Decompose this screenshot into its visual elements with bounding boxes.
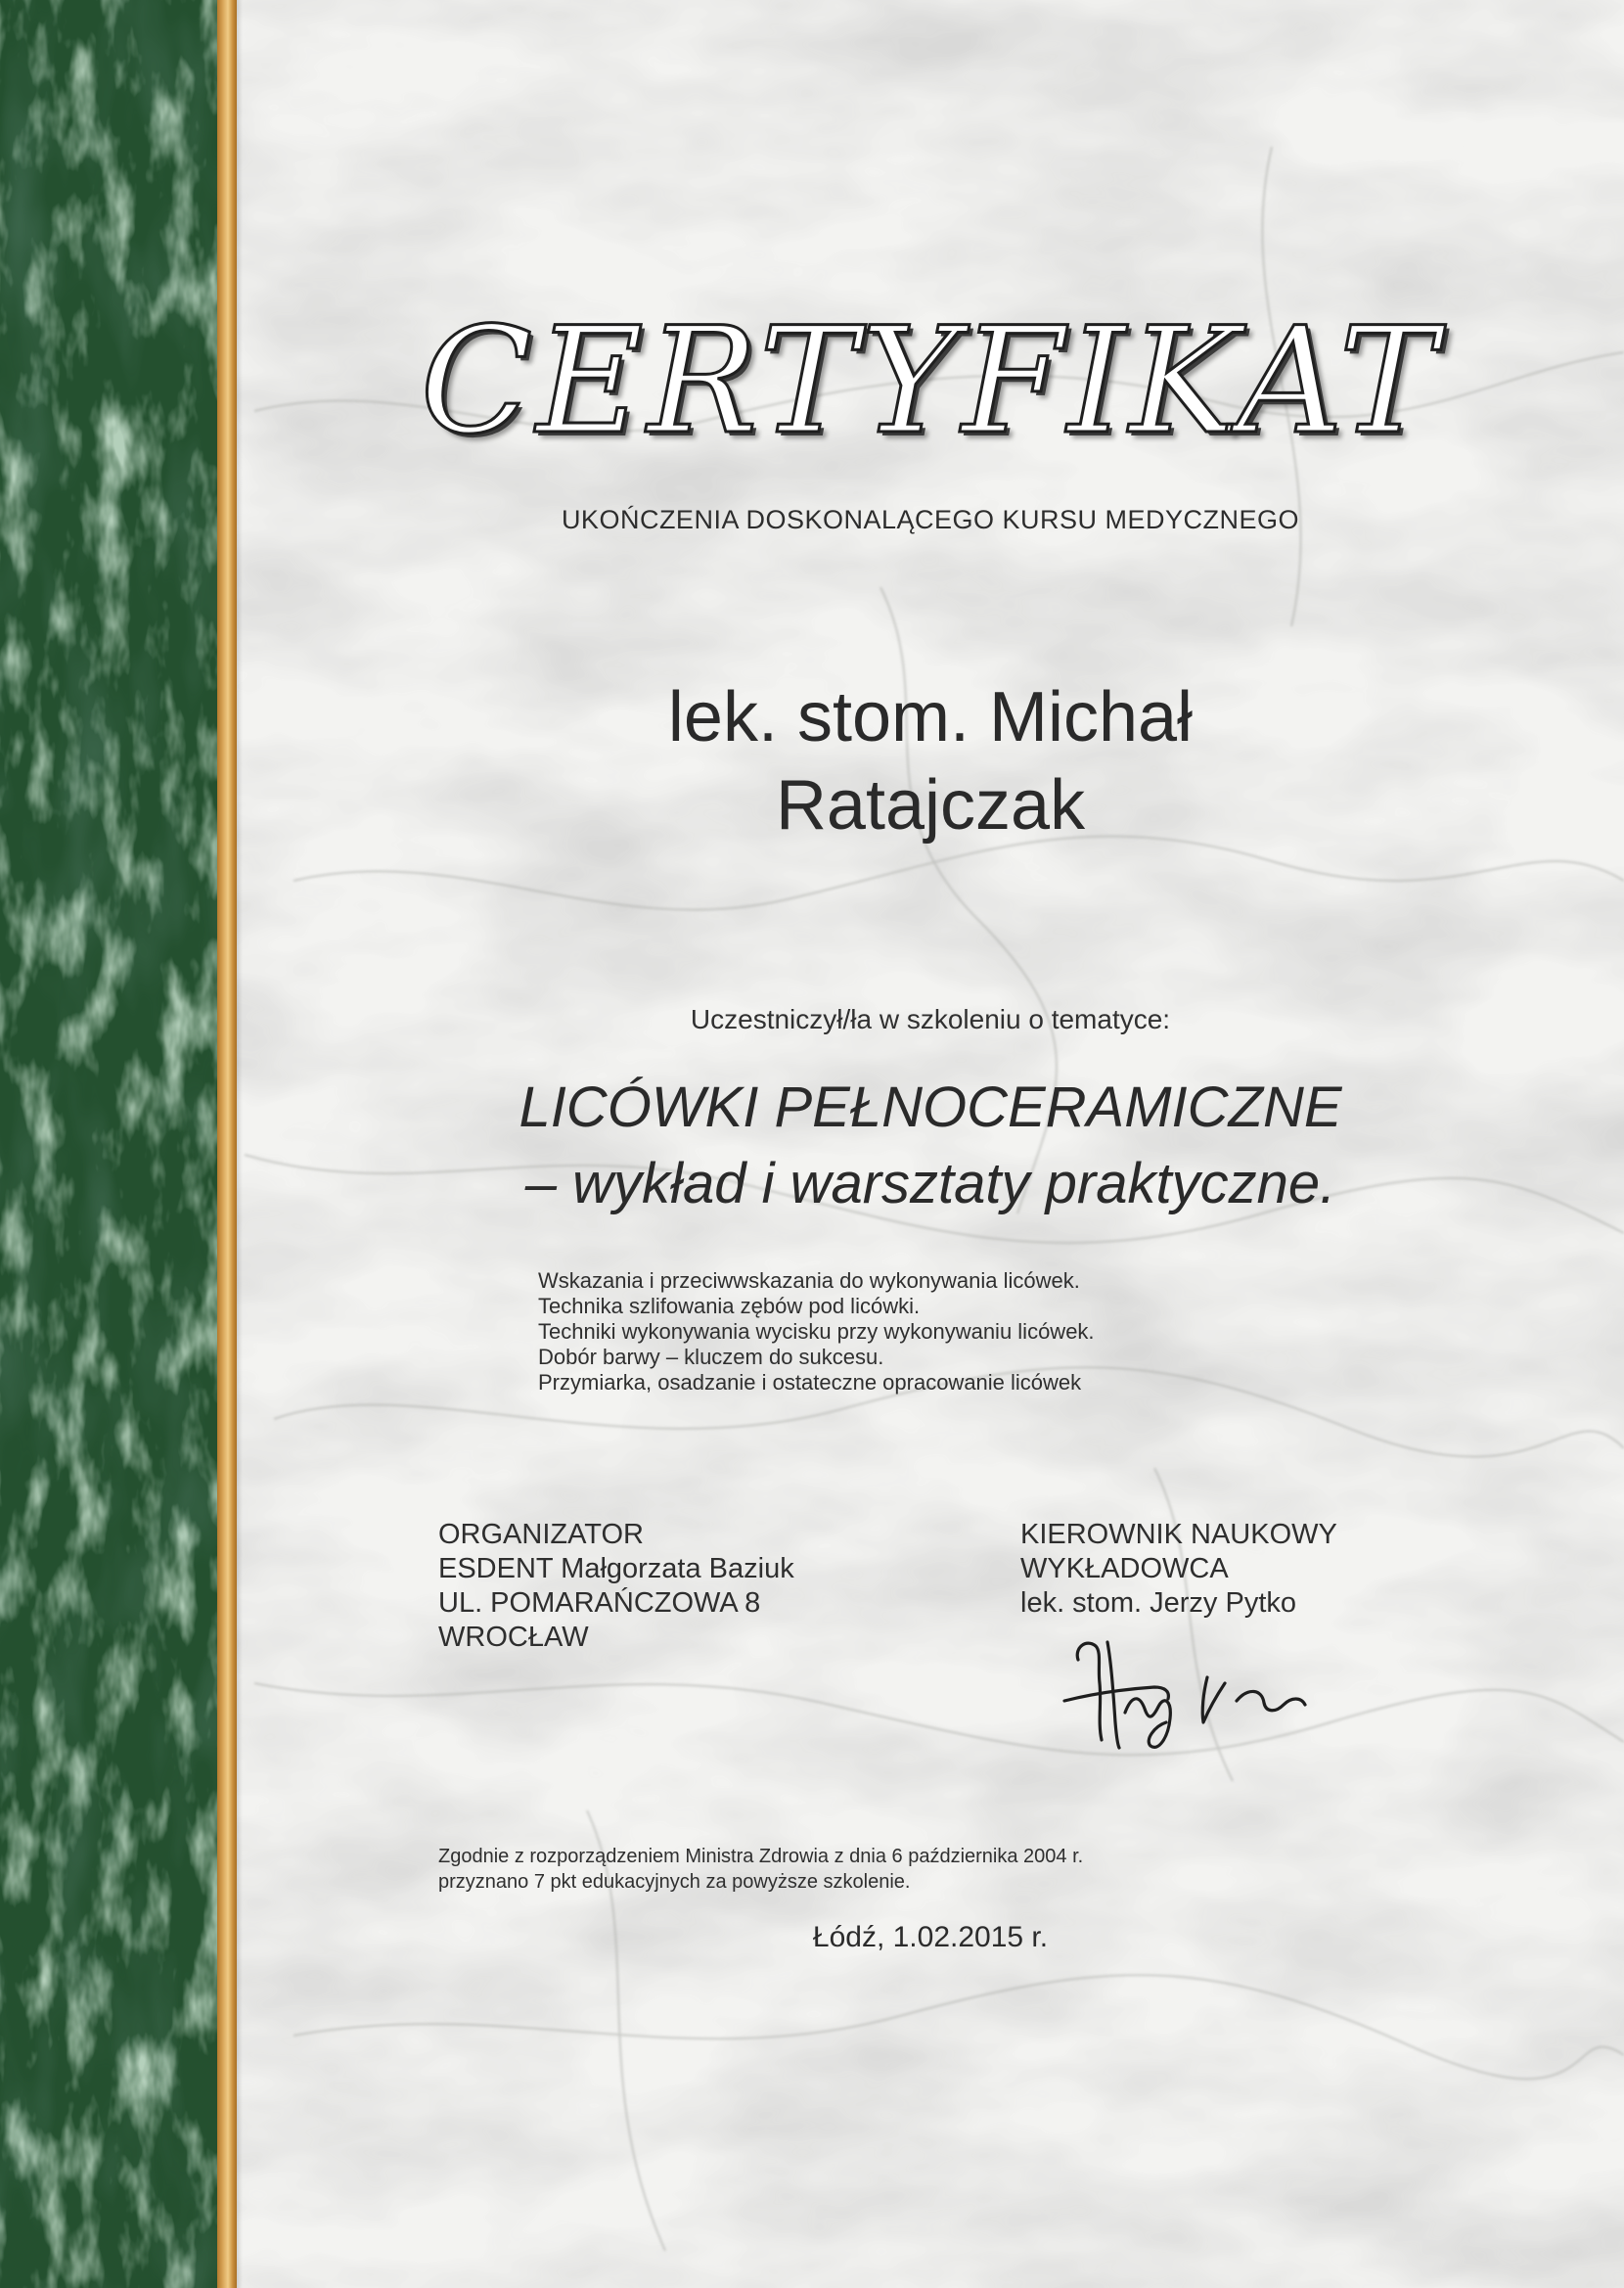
participation-text: Uczestniczył/ła w szkoleniu o tematyce: (690, 1004, 1171, 1034)
place-and-date: Łódź, 1.02.2015 r. (812, 1921, 1049, 1953)
legal-note-line2: przyznano 7 pkt edukacyjnych za powyższe szkolenie. (438, 1871, 911, 1893)
recipient-name-line2: Ratajczak (775, 766, 1086, 845)
topic-item: Techniki wykonywania wycisku przy wykonywaniu licówek. (538, 1319, 1095, 1344)
organizer-city: WROCŁAW (438, 1622, 589, 1653)
course-title: LICÓWKI PEŁNOCERAMICZNE (519, 1075, 1342, 1139)
director-role: WYKŁADOWCA (1020, 1553, 1229, 1584)
director-block (1020, 1518, 1431, 1621)
certificate-title: CERTYFIKAT (420, 297, 1441, 467)
organizer-block (438, 1518, 927, 1655)
certificate-subtitle: UKOŃCZENIA DOSKONALĄCEGO KURSU MEDYCZNEGO (561, 505, 1300, 534)
legal-note-line1: Zgodnie z rozporządzeniem Ministra Zdrowia z dnia 6 października 2004 r. (438, 1846, 1084, 1867)
topic-item: Wskazania i przeciwwskazania do wykonywania licówek. (538, 1268, 1080, 1293)
organizer-street: UL. POMARAŃCZOWA 8 (438, 1587, 761, 1619)
organizer-heading: ORGANIZATOR (438, 1519, 644, 1550)
organizer-name: ESDENT Małgorzata Baziuk (438, 1553, 794, 1584)
recipient-name-line1: lek. stom. Michał (667, 678, 1194, 756)
director-heading: KIEROWNIK NAUKOWY (1020, 1519, 1337, 1550)
topic-item: Technika szlifowania zębów pod licówki. (538, 1294, 921, 1318)
director-name: lek. stom. Jerzy Pytko (1020, 1587, 1297, 1619)
topic-item: Dobór barwy – kluczem do sukcesu. (538, 1345, 884, 1369)
handwritten-signature (1057, 1624, 1370, 1762)
course-topics-list (538, 1268, 1419, 1396)
recipient-name (237, 673, 1624, 849)
topic-item: Przymiarka, osadzanie i ostateczne opracowanie licówek (538, 1370, 1082, 1395)
course-title-block (237, 1070, 1624, 1222)
course-subtitle: – wykład i warsztaty praktyczne. (524, 1152, 1336, 1215)
green-marble-border (0, 0, 217, 2288)
legal-note (438, 1844, 1417, 1895)
gold-border-strip (217, 0, 237, 2288)
